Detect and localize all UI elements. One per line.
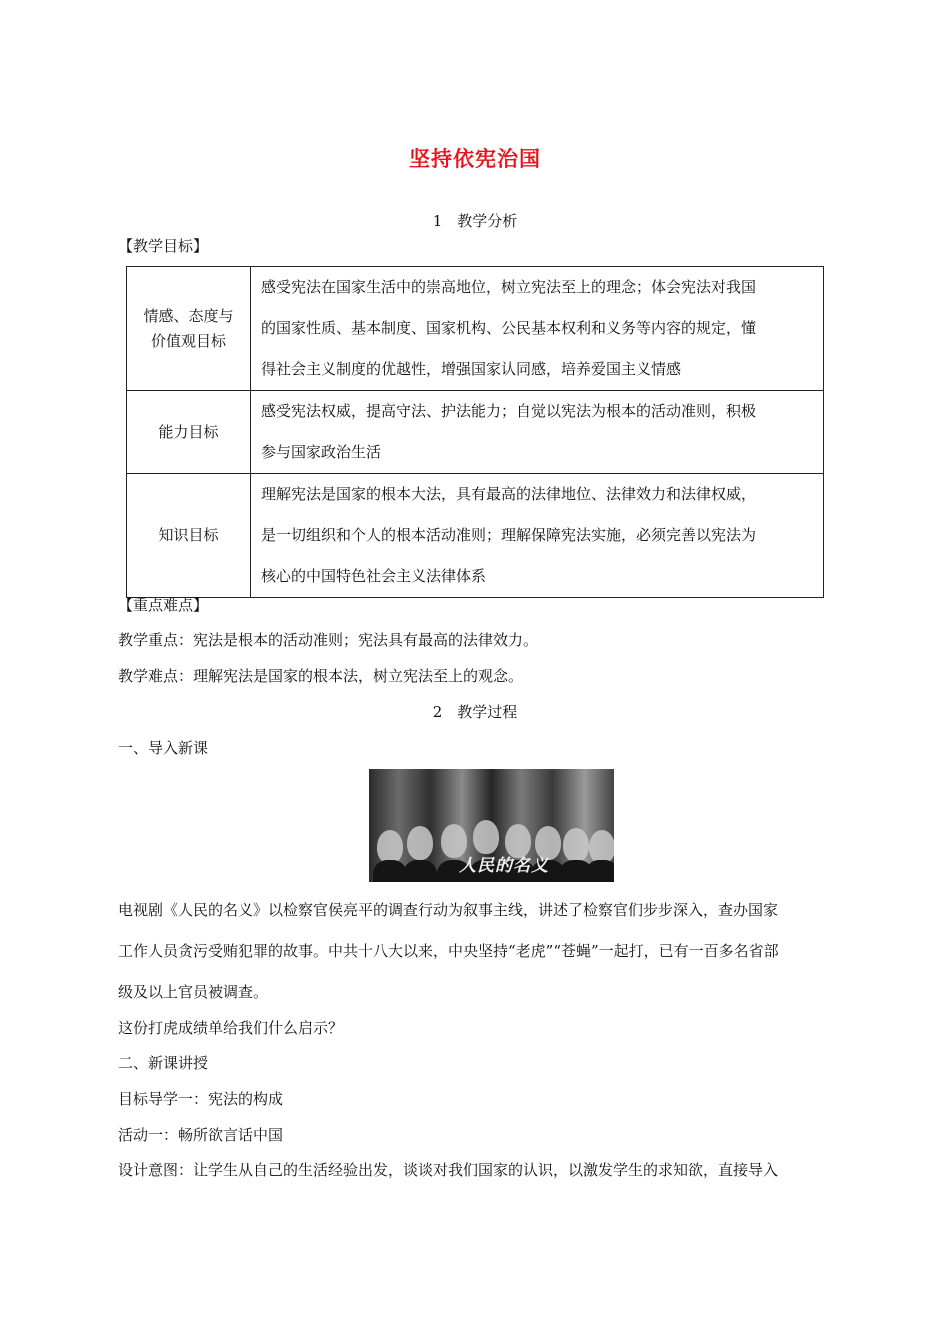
poster-logo-text: 人民的名义	[459, 856, 549, 876]
section-heading-analysis: 1 教学分析	[432, 212, 518, 230]
part-heading-new-lesson: 二、新课讲授	[118, 1054, 209, 1072]
goal-content-line: 核心的中国特色社会主义法律体系	[261, 567, 487, 585]
goal-content-emotion	[251, 267, 824, 391]
goal-content-line: 感受宪法权威，提高守法、护法能力；自觉以宪法为根本的活动准则，积极	[261, 402, 757, 420]
key-points-heading: 【重点难点】	[118, 596, 209, 614]
activity-text: 活动一：畅所欲言话中国	[118, 1126, 284, 1144]
section-heading-process: 2 教学过程	[432, 703, 518, 721]
goal-label-ability	[127, 391, 251, 474]
goal-content-line: 参与国家政治生活	[261, 443, 382, 461]
paragraph-line: 级及以上官员被调查。	[118, 983, 269, 1001]
goal-content-line: 理解宪法是国家的根本大法，具有最高的法律地位、法律效力和法律权威，	[261, 485, 757, 503]
goal-label-line: 情感、态度与	[143, 306, 234, 325]
difficult-point-text: 教学难点：理解宪法是国家的根本法，树立宪法至上的观念。	[118, 667, 524, 685]
part-heading-intro: 一、导入新课	[118, 739, 209, 757]
goal-row-knowledge	[127, 474, 824, 598]
goal-content-line: 的国家性质、基本制度、国家机构、公民基本权利和义务等内容的规定，懂	[261, 319, 757, 337]
goal-label-knowledge	[127, 474, 251, 598]
goal-content-line: 感受宪法在国家生活中的崇高地位，树立宪法至上的理念；体会宪法对我国	[261, 278, 757, 296]
goal-label-emotion	[127, 267, 251, 391]
paragraph-line: 工作人员贪污受贿犯罪的故事。中共十八大以来，中央坚持“老虎”“苍蝇”一起打，已有一百多名省部	[118, 942, 779, 960]
key-point-text: 教学重点：宪法是根本的活动准则；宪法具有最高的法律效力。	[118, 631, 539, 649]
question-text: 这份打虎成绩单给我们什么启示？	[118, 1019, 344, 1037]
goal-content-ability	[251, 391, 824, 474]
goal-content-line: 得社会主义制度的优越性，增强国家认同感，培养爱国主义情感	[261, 360, 682, 378]
design-intent-text: 设计意图：让学生从自己的生活经验出发，谈谈对我们国家的认识，以激发学生的求知欲，直接导入	[118, 1161, 779, 1179]
goal-label-line: 能力目标	[158, 422, 219, 441]
goal-row-emotion	[127, 267, 824, 391]
goal-content-line: 是一切组织和个人的根本活动准则；理解保障宪法实施，必须完善以宪法为	[261, 526, 757, 544]
goals-heading: 【教学目标】	[118, 237, 209, 255]
goal-row-ability	[127, 391, 824, 474]
tv-drama-poster-image	[369, 769, 614, 882]
goal-label-line: 价值观目标	[150, 331, 226, 350]
goal-guide-text: 目标导学一：宪法的构成	[118, 1090, 284, 1108]
paragraph-line: 电视剧《人民的名义》以检察官侯亮平的调查行动为叙事主线，讲述了检察官们步步深入，查办国家	[118, 901, 779, 919]
teaching-goals-table	[126, 266, 824, 598]
goal-content-knowledge	[251, 474, 824, 598]
goal-label-line: 知识目标	[158, 526, 219, 544]
page-title: 坚持依宪治国	[409, 147, 541, 171]
